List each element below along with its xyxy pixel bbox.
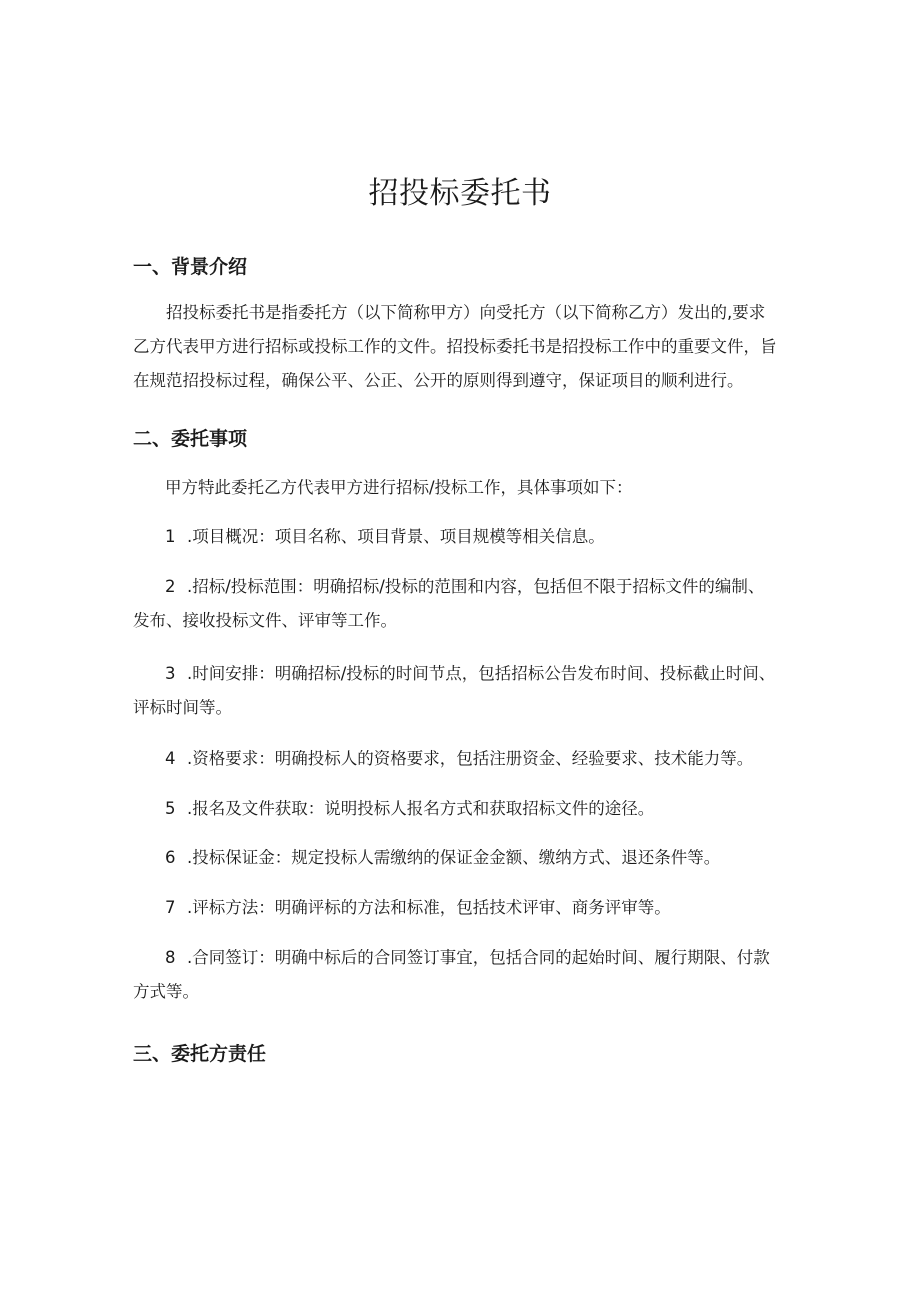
item-text: .报名及文件获取：说明投标人报名方式和获取招标文件的途径。	[187, 799, 655, 818]
paragraph-line: 乙方代表甲方进行招标或投标工作的文件。招投标委托书是招投标工作中的重要文件，旨	[133, 337, 777, 356]
paragraph-line: 招投标委托书是指委托方（以下简称甲方）向受托方（以下简称乙方）发出的,要求	[166, 303, 766, 322]
item-text: .项目概况：项目名称、项目背景、项目规模等相关信息。	[187, 527, 605, 546]
item-text: .合同签订：明确中标后的合同签订事宜，包括合同的起始时间、履行期限、付款	[187, 948, 770, 967]
list-item	[165, 891, 671, 925]
item-number: 5	[165, 799, 176, 818]
list-item	[133, 941, 770, 1009]
item-text: .评标方法：明确评标的方法和标准，包括技术评审、商务评审等。	[187, 898, 671, 917]
intro-paragraph: 甲方特此委托乙方代表甲方进行招标/投标工作，具体事项如下：	[165, 478, 633, 497]
list-item	[165, 520, 605, 554]
item-number: 3	[165, 664, 176, 683]
section-heading-background: 一、背景介绍	[133, 256, 248, 278]
list-item	[165, 841, 720, 875]
item-number: 2	[165, 577, 176, 596]
item-number: 1	[165, 527, 176, 546]
list-item	[133, 570, 764, 638]
item-text: .招标/投标范围：明确招标/投标的范围和内容，包括但不限于招标文件的编制、	[187, 577, 765, 596]
section-heading-principal-responsibilities: 三、委托方责任	[133, 1043, 267, 1065]
item-number: 7	[165, 898, 176, 917]
item-text-continued: 发布、接收投标文件、评审等工作。	[133, 611, 397, 630]
paragraph-line: 在规范招投标过程，确保公平、公正、公开的原则得到遵守，保证项目的顺利进行。	[133, 371, 744, 390]
list-item	[165, 792, 654, 826]
list-item	[133, 657, 775, 725]
item-number: 4	[165, 749, 176, 768]
item-number: 8	[165, 948, 176, 967]
item-text-continued: 评标时间等。	[133, 698, 232, 717]
list-item	[165, 742, 753, 776]
document-title: 招投标委托书	[368, 176, 552, 211]
section-heading-entrusted-matters: 二、委托事项	[133, 428, 248, 450]
background-paragraph	[133, 296, 813, 398]
item-text: .投标保证金：规定投标人需缴纳的保证金金额、缴纳方式、退还条件等。	[187, 848, 721, 867]
item-text: .资格要求：明确投标人的资格要求，包括注册资金、经验要求、技术能力等。	[187, 749, 754, 768]
item-number: 6	[165, 848, 176, 867]
item-text-continued: 方式等。	[133, 982, 199, 1001]
item-text: .时间安排：明确招标/投标的时间节点，包括招标公告发布时间、投标截止时间、	[187, 664, 776, 683]
